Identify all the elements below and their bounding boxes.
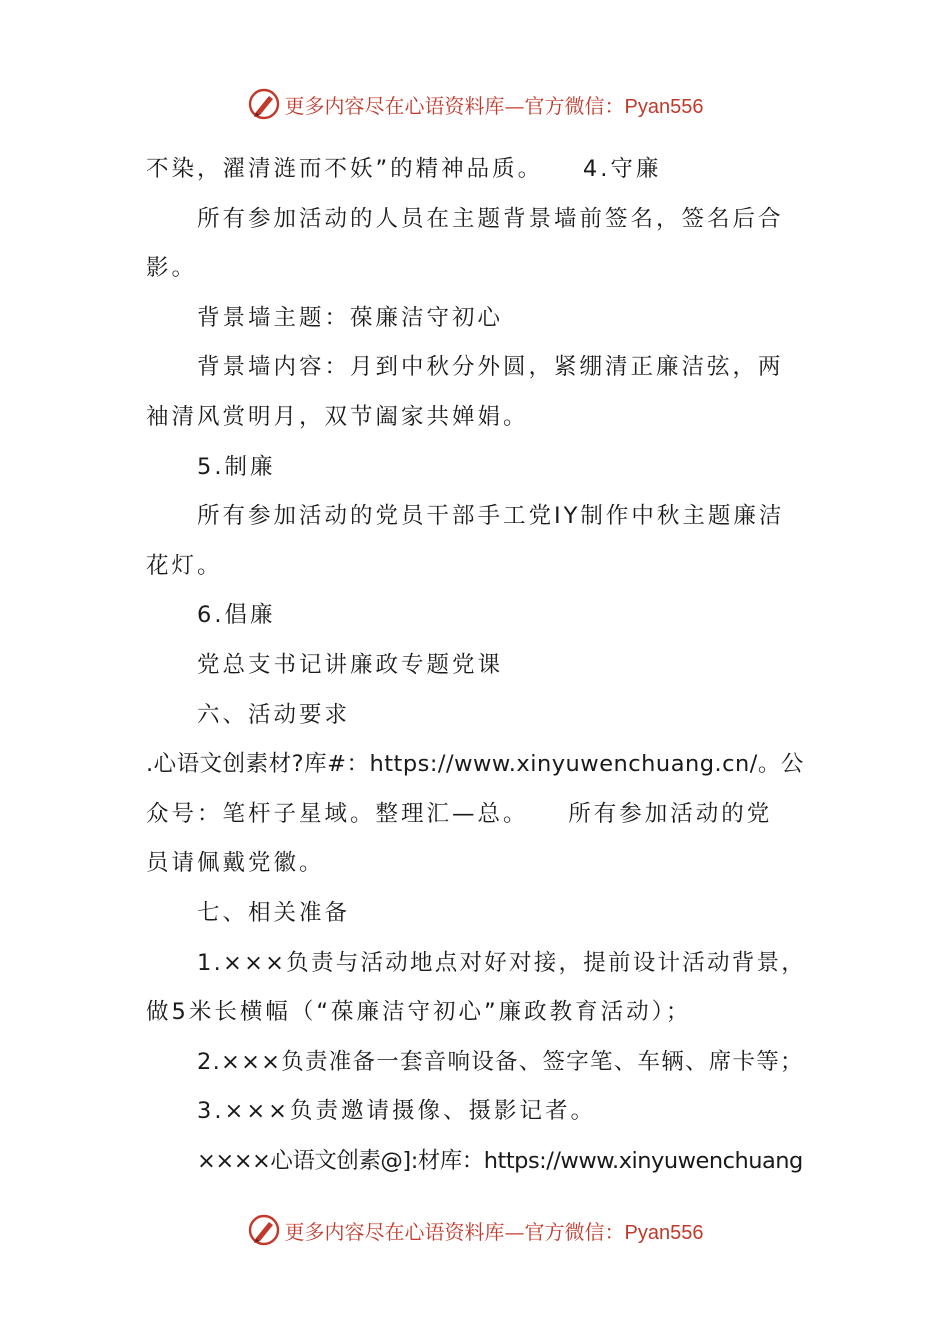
paragraph-line: ××××心语文创素@]:材库：https://www.xinyuwenchuang	[197, 1147, 803, 1174]
paragraph-line: 花灯。	[146, 552, 223, 579]
paragraph-line: 背景墙主题：葆廉洁守初心	[197, 304, 504, 331]
paragraph-line: 众号：笔杆子星域。整理汇—总。 所有参加活动的党	[146, 800, 773, 827]
section-heading: 5.制廉	[197, 453, 276, 480]
section-heading: 七、相关准备	[197, 899, 351, 926]
footer-watermark-banner	[0, 1208, 950, 1252]
section-heading: 6.倡廉	[197, 602, 276, 629]
paragraph-line: .心语文创素材?库#：https://www.xinyuwenchuang.cn/。公	[146, 751, 804, 778]
section-heading: 六、活动要求	[197, 701, 351, 728]
paragraph-line: 影。	[146, 255, 198, 282]
document-body	[146, 145, 808, 1186]
pen-circle-icon	[247, 1213, 281, 1247]
paragraph-line: 2.×××负责准备一套音响设备、签字笔、车辆、席卡等；	[197, 1048, 804, 1075]
paragraph-line: 1.×××负责与活动地点对好对接，提前设计活动背景，	[197, 949, 807, 976]
paragraph-line: 所有参加活动的党员干部手工党IY制作中秋主题廉洁	[197, 503, 785, 530]
paragraph-line: 袖清风赏明月，双节阖家共婵娟。	[146, 403, 529, 430]
paragraph-line: 员请佩戴党徽。	[146, 850, 325, 877]
banner-text: 更多内容尽在心语资料库—官方微信：Pyan556	[284, 93, 704, 118]
paragraph-line: 党总支书记讲廉政专题党课	[197, 651, 504, 678]
paragraph-line: 所有参加活动的人员在主题背景墙前签名，签名后合	[197, 205, 784, 232]
banner-text: 更多内容尽在心语资料库—官方微信：Pyan556	[284, 1219, 704, 1244]
header-watermark-banner	[0, 82, 950, 126]
pen-circle-icon	[247, 87, 281, 121]
paragraph-line: 不染，濯清涟而不妖”的精神品质。 4.守廉	[146, 156, 662, 182]
paragraph-line: 背景墙内容：月到中秋分外圆，紧绷清正廉洁弦，两	[197, 354, 784, 381]
paragraph-line: 3.×××负责邀请摄像、摄影记者。	[197, 1098, 597, 1125]
paragraph-line: 做5米长横幅（“葆廉洁守初心”廉政教育活动）；	[146, 999, 692, 1026]
